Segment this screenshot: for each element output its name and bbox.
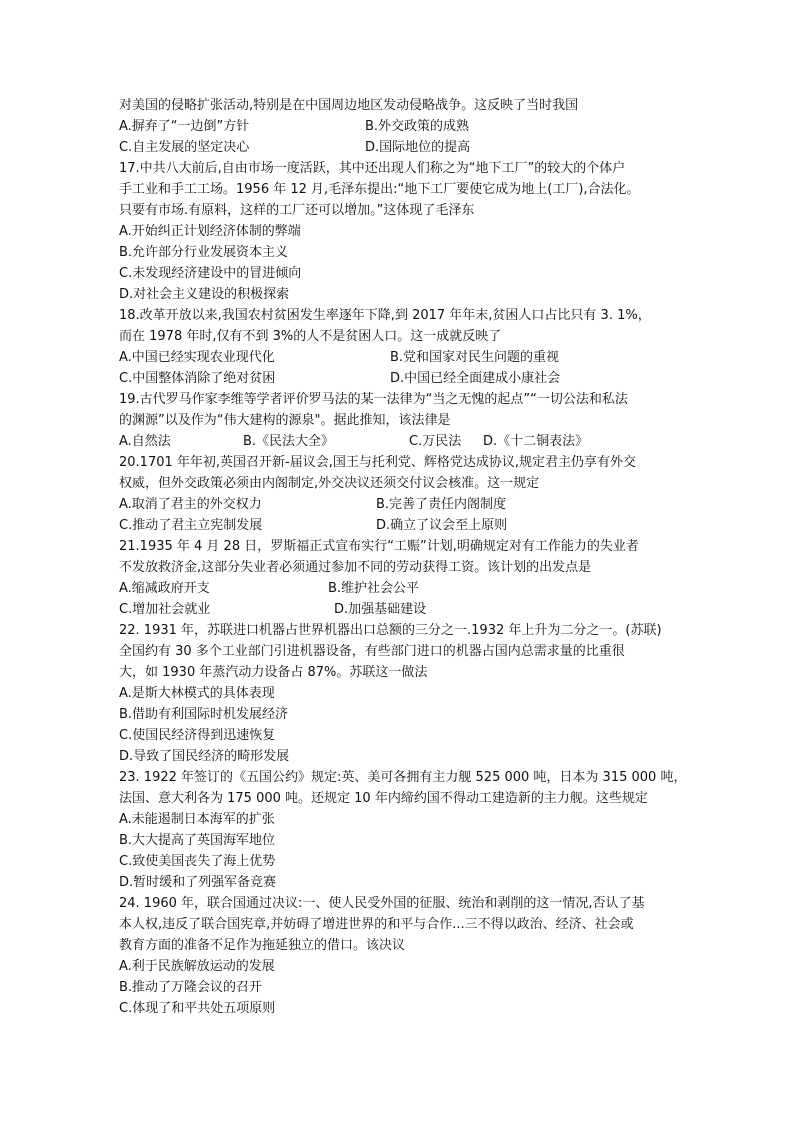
- option-a: A.缩减政府开支: [119, 581, 210, 596]
- option-b: B.完善了责任内阁制度: [376, 497, 507, 512]
- option-c: C.万民法: [409, 434, 462, 449]
- option-c: C.使国民经济得到迅速恢复: [119, 728, 276, 743]
- question-17-text: 手工业和手工工场。1956 年 12 月,毛泽东提出:“地下工厂要使它成为地上(工厂),合法化。: [119, 182, 640, 197]
- option-b: B.允许部分行业发展资本主义: [119, 245, 289, 260]
- question-19-text: 的渊源”以及作为“伟大建构的源泉"。据此推知，该法律是: [119, 413, 451, 428]
- question-22-text: 大，如 1930 年蒸汽动力设备占 87%。苏联这一做法: [119, 665, 428, 680]
- option-a: A.中国已经实现农业现代化: [119, 350, 275, 365]
- option-b: B.大大提高了英国海军地位: [119, 833, 276, 848]
- question-20-text: 权威，但外交政策必须由内阁制定,外交决议还须交付议会核准。这一规定: [119, 476, 540, 491]
- option-d: D.暂时缓和了列强军备竞赛: [119, 875, 277, 890]
- question-19-text: 19.古代罗马作家李维等学者评价罗马法的某一法律为“当之无愧的起点”“一切公法和私法: [119, 392, 628, 407]
- option-b: B.党和国家对民生问题的重视: [390, 350, 560, 365]
- question-23-text: 法国、意大利各为 175 000 吨。还规定 10 年内缔约国不得动工建造新的主力舰。这些规定: [119, 791, 648, 806]
- question-24-text: 本人权,违反了联合国宪章,并妨碍了增进世界的和平与合作...三不得以政治、经济、社会或: [119, 917, 634, 932]
- option-b: B.外交政策的成熟: [365, 119, 470, 134]
- question-18-text: 而在 1978 年时,仅有不到 3%的人不是贫困人口。这一成就反映了: [119, 329, 502, 344]
- question-17-text: 17.中共八大前后,自由市场一度活跃，其中还出现人们称之为“地下工厂”的较大的个体户: [119, 161, 626, 176]
- option-d: D.对社会主义建设的积极探索: [119, 287, 290, 302]
- option-d: D.国际地位的提高: [365, 140, 471, 155]
- question-22-text: 全国约有 30 多个工业部门引进机器设备，有些部门进口的机器占国内总需求量的比重很: [119, 644, 625, 659]
- option-b: B.《民法大全》: [243, 434, 335, 449]
- question-23-text: 23. 1922 年签订的《五国公约》规定:英、美可各拥有主力舰 525 000 吨，日本为 315 000 吨，: [119, 770, 687, 785]
- option-a: A.未能遏制日本海军的扩张: [119, 812, 275, 827]
- option-a: A.开始纠正计划经济体制的弊端: [119, 224, 301, 239]
- question-24-text: 教育方面的准备不足作为拖延独立的借口。该决议: [119, 938, 406, 953]
- option-b: B.维护社会公平: [328, 581, 420, 596]
- option-a: A.利于民族解放运动的发展: [119, 959, 275, 974]
- question-21-text: 21.1935 年 4 月 28 日，罗斯福正式宣布实行“工赈”计划,明确规定对有工作能力的失业者: [119, 539, 639, 554]
- option-d: D.加强基础建设: [334, 602, 427, 617]
- option-d: D.导致了国民经济的畸形发展: [119, 749, 290, 764]
- question-22-text: 22. 1931 年，苏联进口机器占世界机器出口总额的三分之一.1932 年上升为二分之一。(苏联): [119, 623, 662, 638]
- question-20-text: 20.1701 年年初,英国召开新-届议会,国王与托利党、辉格党达成协议,规定君主仍享有外交: [119, 455, 636, 470]
- question-17-text: 只要有市场.有原料，这样的工厂还可以增加。”这体现了毛泽东: [119, 203, 475, 218]
- question-18-text: 18.改革开放以来,我国农村贫困发生率逐年下降,到 2017 年年末,贫困人口占比只有 3. 1%，: [119, 308, 651, 323]
- option-c: C.致使美国丧失了海上优势: [119, 854, 276, 869]
- option-a: A.自然法: [119, 434, 171, 449]
- option-c: C.增加社会就业: [119, 602, 211, 617]
- question-21-text: 不发放救济金,这部分失业者必须通过参加不同的劳动获得工资。该计划的出发点是: [119, 560, 592, 575]
- option-b: B.借助有利国际时机发展经济: [119, 707, 289, 722]
- option-c: C.推动了君主立宪制发展: [119, 518, 263, 533]
- option-c: C.自主发展的坚定决心: [119, 140, 250, 155]
- option-b: B.推动了万隆会议的召开: [119, 980, 263, 995]
- option-c: C.中国整体消除了绝对贫困: [119, 371, 276, 386]
- option-d: D.确立了议会至上原则: [376, 518, 508, 533]
- option-a: A.摒弃了“一边倒”方针: [119, 119, 250, 134]
- option-a: A.是斯大林模式的具体表现: [119, 686, 275, 701]
- option-c: C.未发现经济建设中的冒进倾向: [119, 266, 302, 281]
- option-c: C.体现了和平共处五项原则: [119, 1001, 276, 1016]
- option-a: A.取消了君主的外交权力: [119, 497, 262, 512]
- option-d: D.中国已经全面建成小康社会: [390, 371, 561, 386]
- option-d: D.《十二铜表法》: [483, 434, 589, 449]
- question-text: 对美国的侵略扩张活动,特别是在中国周边地区发动侵略战争。这反映了当时我国: [119, 98, 579, 113]
- question-24-text: 24. 1960 年，联合国通过决议:一、使人民受外国的征服、统治和剥削的这一情况,否认了基: [119, 896, 645, 911]
